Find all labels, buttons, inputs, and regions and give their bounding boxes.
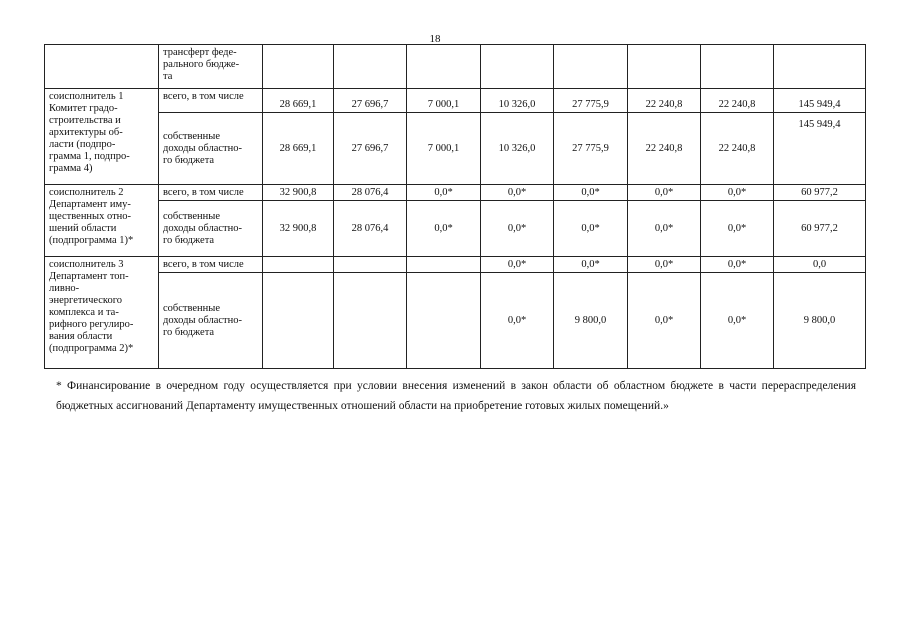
value-cell: 60 977,2 [774, 201, 866, 257]
value-cell: 145 949,4 [774, 113, 866, 185]
value-cell [774, 45, 866, 89]
value-cell: 7 000,1 [407, 89, 481, 113]
value-cell: 10 326,0 [481, 113, 554, 185]
value-cell: 0,0* [701, 257, 774, 273]
table-row [45, 201, 866, 257]
value-cell: 0,0* [628, 185, 701, 201]
budget-table [44, 44, 866, 369]
value-cell: 28 669,1 [263, 89, 334, 113]
footnote: * Финансирование в очередном году осуществляется при условии внесения изменений в закон области об областном бюджете в части перераспределения бюджетных ассигнований Департаменту имущественных отношений области на приобретение готовых жилых помещений.» [56, 380, 856, 412]
row-label: трансферт феде- рального бюдже- та [159, 45, 263, 89]
table-row [45, 45, 866, 89]
value-cell: 27 775,9 [554, 113, 628, 185]
value-cell: 28 669,1 [263, 113, 334, 185]
value-cell [263, 273, 334, 369]
value-cell: 27 775,9 [554, 89, 628, 113]
executor-cell-2: соисполнитель 2 Департамент иму- щественных отно- шений области (подпрограмма 1)* [45, 185, 159, 257]
value-cell [334, 257, 407, 273]
value-cell: 0,0* [628, 273, 701, 369]
row-label: собственные доходы областно- го бюджета [159, 273, 263, 369]
executor-cell-3: соисполнитель 3 Департамент топ- ливно- энергетического комплекса и та- рифного регулиро- вания области (подпрограмма 2)* [45, 257, 159, 369]
value-cell [481, 45, 554, 89]
executor-cell-empty [45, 45, 159, 89]
table-row [45, 257, 866, 273]
value-cell: 22 240,8 [701, 113, 774, 185]
value-cell: 27 696,7 [334, 89, 407, 113]
value-cell: 22 240,8 [701, 89, 774, 113]
value-cell: 0,0* [407, 185, 481, 201]
value-cell: 0,0* [701, 185, 774, 201]
row-label: всего, в том числе [159, 89, 263, 113]
value-cell [701, 45, 774, 89]
value-cell: 0,0* [701, 273, 774, 369]
value-cell: 22 240,8 [628, 89, 701, 113]
value-cell: 32 900,8 [263, 201, 334, 257]
value-cell: 0,0* [628, 257, 701, 273]
value-cell [407, 257, 481, 273]
value-cell [334, 273, 407, 369]
row-label: собственные доходы областно- го бюджета [159, 113, 263, 185]
row-label: всего, в том числе [159, 257, 263, 273]
value-cell: 0,0* [481, 201, 554, 257]
value-cell [263, 45, 334, 89]
value-cell: 0,0* [407, 201, 481, 257]
value-cell: 28 076,4 [334, 201, 407, 257]
value-cell: 60 977,2 [774, 185, 866, 201]
value-cell [628, 45, 701, 89]
value-cell: 145 949,4 [774, 89, 866, 113]
value-cell: 0,0* [481, 257, 554, 273]
value-cell: 0,0 [774, 257, 866, 273]
value-cell: 32 900,8 [263, 185, 334, 201]
value-cell: 0,0* [481, 273, 554, 369]
table-row [45, 113, 866, 185]
value-cell: 7 000,1 [407, 113, 481, 185]
value-cell: 0,0* [701, 201, 774, 257]
value-cell: 0,0* [554, 257, 628, 273]
executor-cell-1: соисполнитель 1 Комитет градо- строительства и архитектуры об- ласти (подпро- грамма 1, подпро- грамма 4) [45, 89, 159, 185]
table-row [45, 273, 866, 369]
value-cell: 9 800,0 [554, 273, 628, 369]
value-cell: 22 240,8 [628, 113, 701, 185]
row-label: всего, в том числе [159, 185, 263, 201]
value-cell [407, 273, 481, 369]
value-cell [554, 45, 628, 89]
value-cell [407, 45, 481, 89]
table-row [45, 89, 866, 113]
value-cell: 0,0* [554, 185, 628, 201]
value-cell: 27 696,7 [334, 113, 407, 185]
row-label: собственные доходы областно- го бюджета [159, 201, 263, 257]
value-cell [334, 45, 407, 89]
value-cell: 0,0* [628, 201, 701, 257]
table-row [45, 185, 866, 201]
value-cell: 0,0* [554, 201, 628, 257]
value-cell: 9 800,0 [774, 273, 866, 369]
value-cell: 28 076,4 [334, 185, 407, 201]
value-cell [263, 257, 334, 273]
value-cell: 10 326,0 [481, 89, 554, 113]
page-number: 18 [429, 33, 441, 45]
value-cell: 0,0* [481, 185, 554, 201]
